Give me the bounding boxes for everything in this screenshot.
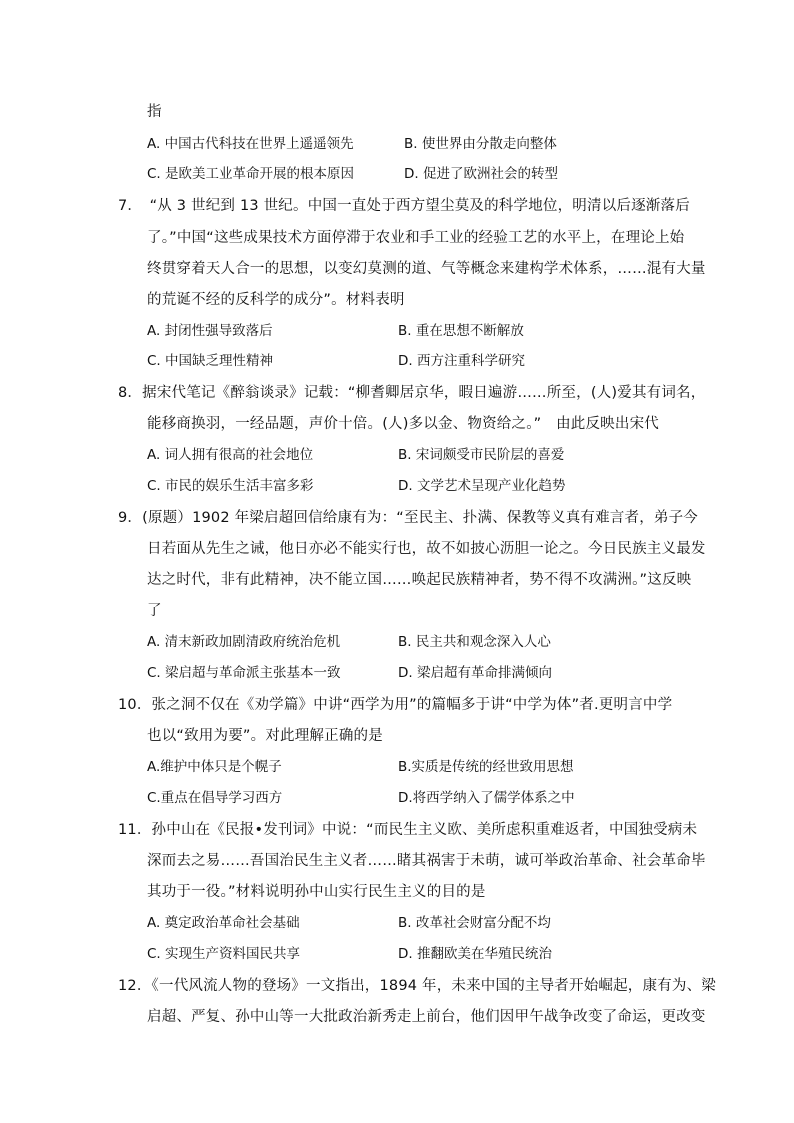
q12-stem-line-2: 启超、严复、孙中山等一大批政治新秀走上前台，他们因甲午战争改变了命运，更改变 — [147, 1009, 706, 1025]
q10-stem-line-1: 10．张之洞不仅在《劝学篇》中讲“西学为用”的篇幅多于讲“中学为体”者.更明言中学 — [118, 697, 673, 713]
q9-stem-line-1: 9．(原题）1902 年梁启超回信给康有为：“至民主、扑满、保教等义真有难言者，弟子今 — [118, 510, 699, 526]
q6-option-a: A. 中国古代科技在世界上遥遥领先 — [147, 136, 354, 152]
q10-option-c: C.重点在倡导学习西方 — [147, 790, 283, 806]
q10-stem-line-2: 也以“致用为要”。对此理解正确的是 — [147, 728, 383, 744]
q7-stem-line-4: 的荒诞不经的反科学的成分”。材料表明 — [147, 292, 405, 308]
q7-option-a: A. 封闭性强导致落后 — [147, 323, 273, 339]
q8-stem-line-2: 能移商换羽，一经品题，声价十倍。(人)多以金、物资给之。” 由此反映出宋代 — [147, 416, 659, 432]
q9-option-c: C. 梁启超与革命派主张基本一致 — [147, 665, 341, 681]
q11-option-d: D. 推翻欧美在华殖民统治 — [398, 946, 552, 962]
q9-option-d: D. 梁启超有革命排满倾向 — [398, 665, 552, 681]
q12-stem-line-1: 12．《一代风流人物的登场》一文指出，1894 年，未来中国的主导者开始崛起，康有为、梁 — [118, 978, 717, 994]
q11-option-a: A. 奠定政治革命社会基础 — [147, 915, 300, 931]
q8-option-c: C. 市民的娱乐生活丰富多彩 — [147, 478, 314, 494]
q9-stem-line-4: 了 — [147, 603, 162, 619]
q11-option-b: B. 改革社会财富分配不均 — [398, 915, 551, 931]
q6-option-d: D. 促进了欧洲社会的转型 — [404, 166, 558, 182]
q8-stem-line-1: 8．据宋代笔记《醉翁谈录》记载：“柳耆卿居京华，暇日遍游……所至，(人)爱其有词名， — [118, 385, 706, 401]
q7-option-d: D. 西方注重科学研究 — [398, 353, 525, 369]
q11-stem-line-1: 11．孙中山在《民报•发刊词》中说：“而民生主义欧、美所虑积重难返者，中国独受病未 — [118, 822, 698, 838]
q9-stem-line-2: 日若面从先生之诫，他日亦必不能实行也，故不如披心沥胆一论之。今日民族主义最发 — [147, 541, 706, 557]
q10-option-b: B.实质是传统的经世致用思想 — [398, 759, 574, 775]
q9-option-b: B. 民主共和观念深入人心 — [398, 634, 551, 650]
q8-option-d: D. 文学艺术呈现产业化趋势 — [398, 478, 566, 494]
q7-stem-line-1: 7． “从 3 世纪到 13 世纪。中国一直处于西方望尘莫及的科学地位，明清以后逐渐落后 — [118, 198, 690, 214]
q8-option-a: A. 词人拥有很高的社会地位 — [147, 447, 314, 463]
q7-option-c: C. 中国缺乏理性精神 — [147, 353, 274, 369]
q7-stem-line-2: 了。”中国“这些成果技术方面停滞于农业和手工业的经验工艺的水平上，在理论上始 — [147, 230, 685, 246]
q10-option-a: A.维护中体只是个幌子 — [147, 759, 282, 775]
q8-option-b: B. 宋词颇受市民阶层的喜爱 — [398, 447, 565, 463]
q6-option-c: C. 是欧美工业革命开展的根本原因 — [147, 166, 355, 182]
q9-stem-line-3: 达之时代，非有此精神，决不能立国……唤起民族精神者，势不得不攻满洲。”这反映 — [147, 572, 692, 588]
q11-option-c: C. 实现生产资料国民共享 — [147, 946, 301, 962]
q6-stem-tail: 指 — [147, 104, 162, 120]
q11-stem-line-3: 其功于一役。”材料说明孙中山实行民生主义的目的是 — [147, 884, 486, 900]
q10-option-d: D.将西学纳入了儒学体系之中 — [398, 790, 575, 806]
q7-option-b: B. 重在思想不断解放 — [398, 323, 524, 339]
q6-option-b: B. 使世界由分散走向整体 — [404, 136, 557, 152]
q11-stem-line-2: 深而去之易……吾国治民生主义者……睹其祸害于未萌，诚可举政治革命、社会革命毕 — [147, 853, 706, 869]
q7-stem-line-3: 终贯穿着天人合一的思想，以变幻莫测的道、气等概念来建构学术体系，……混有大量 — [147, 261, 706, 277]
q9-option-a: A. 清末新政加剧清政府统治危机 — [147, 634, 341, 650]
